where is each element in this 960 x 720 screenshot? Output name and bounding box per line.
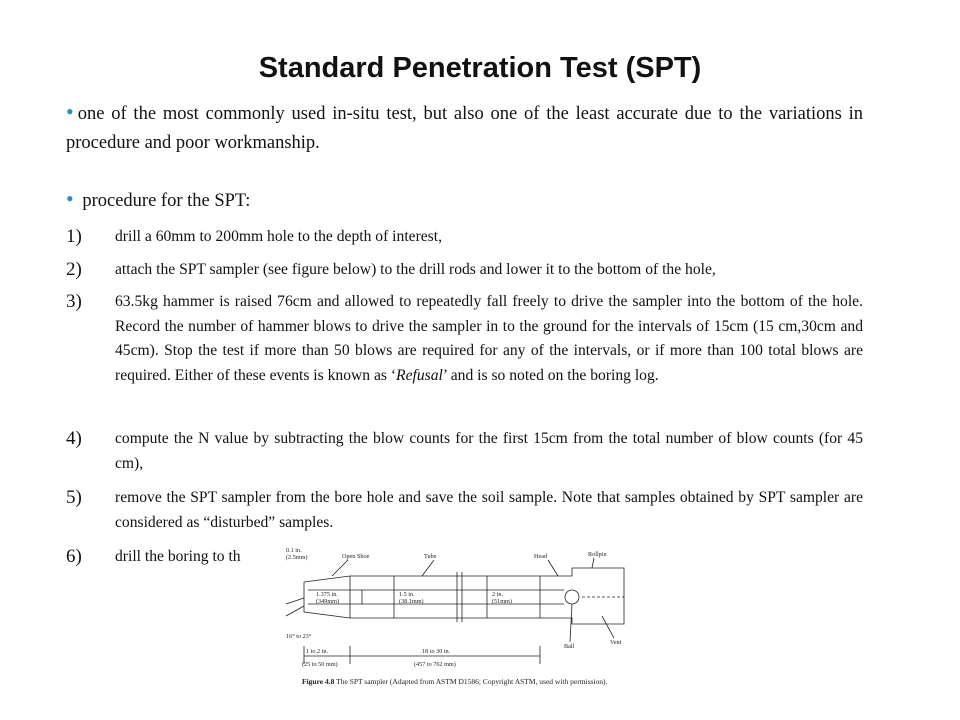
step-number: 5) xyxy=(66,487,82,508)
label-d3-b: (51mm) xyxy=(492,598,512,605)
refusal-term: Refusal xyxy=(396,366,443,384)
bullet-intro-text: one of the most commonly used in-situ test, but also one of the least accurate due to the variations in procedure and poor workmanship. xyxy=(66,104,863,153)
step-number: 2) xyxy=(66,259,82,280)
label-l1-a: 1 to 2 in. xyxy=(306,648,329,655)
bullet-procedure-text: procedure for the SPT: xyxy=(82,191,251,211)
label-tip-top-a: 0.1 in. xyxy=(286,547,302,554)
label-rollpin: Rollpin xyxy=(588,551,607,558)
step-text-part: ’ and is so noted on the boring log. xyxy=(442,366,659,384)
step-number: 1) xyxy=(66,226,82,247)
step-number: 3) xyxy=(66,291,82,312)
label-tip-top-b: (2.5mm) xyxy=(286,554,308,561)
label-d2-a: 1.5 in. xyxy=(399,591,415,598)
step-number: 4) xyxy=(66,428,82,449)
caption-text: The SPT sampler (Adapted from ASTM D1586; Copyright ASTM, used with permission). xyxy=(336,677,608,686)
procedure-step xyxy=(66,225,863,250)
bullet-dot: • xyxy=(66,186,74,211)
label-l1-b: (25 to 50 mm) xyxy=(302,661,338,668)
step-text xyxy=(115,290,863,388)
step-text: compute the N value by subtracting the blow counts for the first 15cm from the total number of blow counts (for 45 cm), xyxy=(115,430,863,472)
caption-label: Figure 4.8 xyxy=(302,677,335,686)
step-text: drill a 60mm to 200mm hole to the depth of interest, xyxy=(115,228,442,245)
step-text: remove the SPT sampler from the bore hole and save the soil sample. Note that samples obtained by SPT sampler are considered as “disturbed” samples. xyxy=(115,489,863,531)
procedure-step xyxy=(66,290,863,388)
procedure-step xyxy=(66,486,863,535)
label-l2-a: 18 to 30 in. xyxy=(422,648,451,655)
label-d1-a: 1.375 in. xyxy=(316,591,338,598)
bullet-intro xyxy=(66,97,863,158)
label-l2-b: (457 to 762 mm) xyxy=(414,661,456,668)
label-tube: Tube xyxy=(424,553,437,560)
figure-caption xyxy=(302,677,622,687)
bullet-dot: • xyxy=(66,99,74,124)
label-ball: Ball xyxy=(564,643,575,650)
label-d1-b: (349mm) xyxy=(316,598,340,605)
procedure-step xyxy=(66,427,863,476)
step-text: attach the SPT sampler (see figure below) to the drill rods and lower it to the bottom of the hole, xyxy=(115,261,716,278)
bullet-procedure xyxy=(66,184,863,216)
step-number: 6) xyxy=(66,546,82,567)
label-d2-b: (38.1mm) xyxy=(399,598,424,605)
label-vent: Vent xyxy=(610,639,622,646)
step-text: drill the boring to th xyxy=(115,548,241,565)
label-head: Head xyxy=(534,553,548,560)
step-text-part: 63.5kg hammer is raised 76cm and allowed to repeatedly fall freely to drive the sampler into the bottom of the hole. Record the number of hammer blows to drive the sampler in to the ground for the intervals of 15cm (15 cm,30cm and 45cm). Stop the test if more than 50 blows are required for any of the intervals, or if more than 100 total blows are required. Either of these events is known as ‘ xyxy=(115,293,863,384)
procedure-step xyxy=(66,258,863,283)
page-title: Standard Penetration Test (SPT) xyxy=(258,52,702,84)
label-d3-a: 2 in. xyxy=(492,591,504,598)
label-angle: 16° to 23° xyxy=(286,633,312,640)
label-open-shoe: Open Shoe xyxy=(342,553,370,560)
